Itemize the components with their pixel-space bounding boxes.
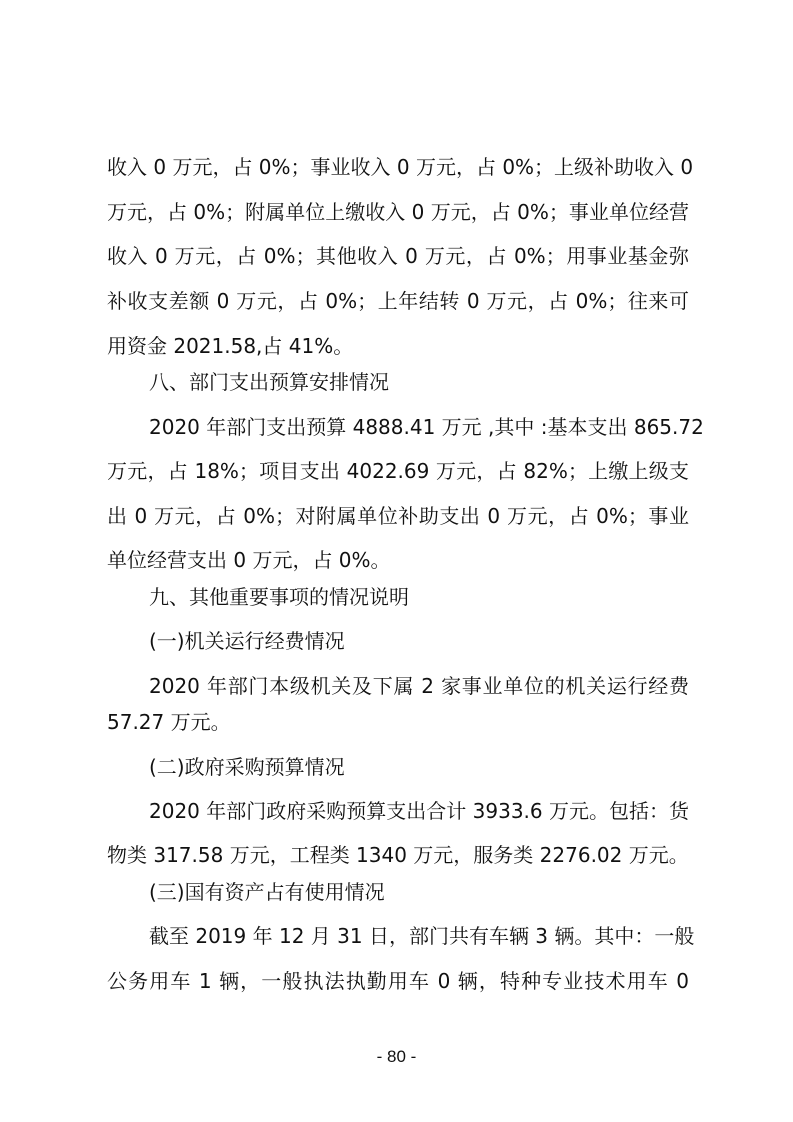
body-text-line: 物类 317.58 万元，工程类 1340 万元，服务类 2276.02 万元。 [107,843,689,867]
body-text-line: 公务用车 1 辆，一般执法执勤用车 0 辆，特种专业技术用车 0 [107,969,689,993]
body-text-line: 收入 0 万元，占 0%；事业收入 0 万元，占 0%；上级补助收入 0 [107,155,694,179]
section-heading: 九、其他重要事项的情况说明 [149,585,409,609]
body-text-line: 2020 年部门支出预算 4888.41 万元 ,其中 :基本支出 865.72 [149,415,704,439]
body-text-line: 用资金 2021.58,占 41%。 [107,334,354,358]
subsection-heading: (三)国有资产占有使用情况 [149,880,385,904]
page-number: - 80 - [376,1047,417,1066]
body-text-line: 截至 2019 年 12 月 31 日，部门共有车辆 3 辆。其中：一般 [149,924,695,948]
body-text-line: 万元，占 0%；附属单位上缴收入 0 万元，占 0%；事业单位经营 [107,200,689,224]
body-text-line: 2020 年部门本级机关及下属 2 家事业单位的机关运行经费 [149,674,689,698]
section-heading: 八、部门支出预算安排情况 [149,370,389,394]
subsection-heading: (一)机关运行经费情况 [149,629,345,653]
body-text-line: 单位经营支出 0 万元，占 0%。 [107,548,391,572]
body-text-line: 57.27 万元。 [107,710,231,734]
body-text-line: 2020 年部门政府采购预算支出合计 3933.6 万元。包括：货 [149,799,689,823]
body-text-line: 出 0 万元，占 0%；对附属单位补助支出 0 万元，占 0%；事业 [107,504,689,528]
subsection-heading: (二)政府采购预算情况 [149,755,345,779]
body-text-line: 补收支差额 0 万元，占 0%；上年结转 0 万元，占 0%；往来可 [107,289,689,313]
body-text-line: 万元，占 18%；项目支出 4022.69 万元，占 82%；上缴上级支 [107,459,689,483]
body-text-line: 收入 0 万元，占 0%；其他收入 0 万元，占 0%；用事业基金弥 [107,244,689,268]
